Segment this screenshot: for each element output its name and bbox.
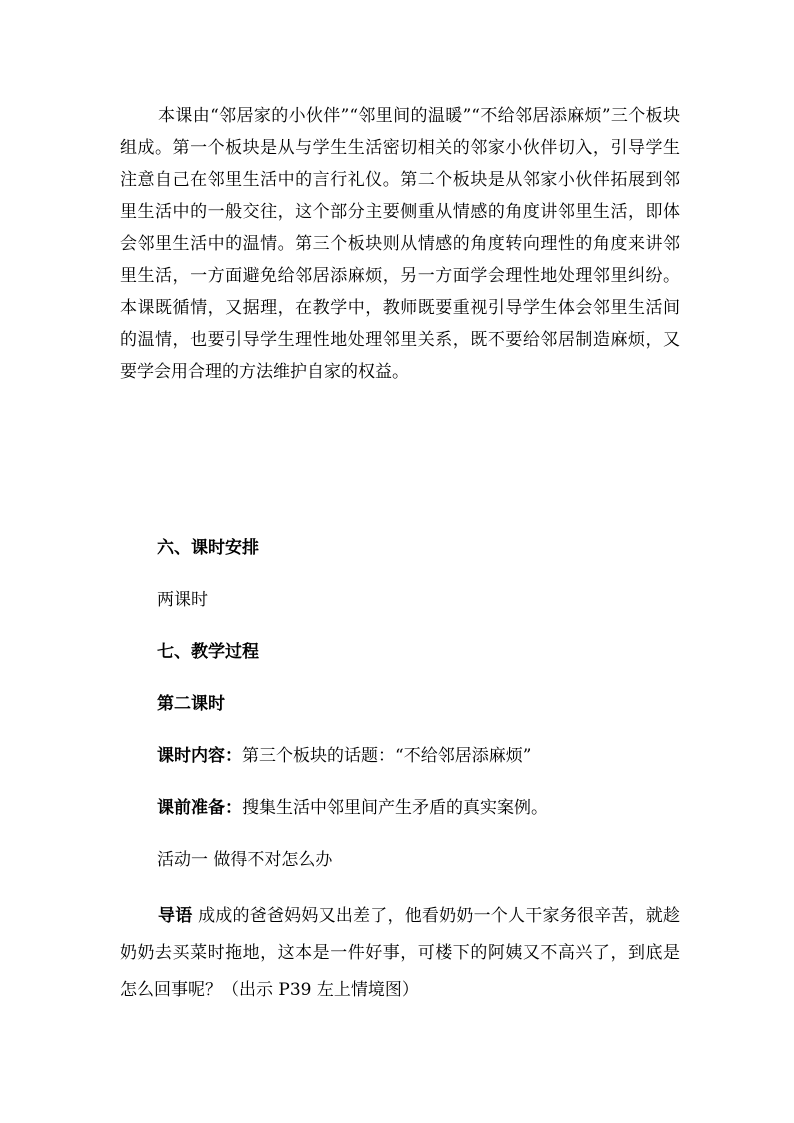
guide-label: 导语	[158, 906, 193, 926]
section7-heading: 七、教学过程	[157, 642, 259, 662]
lesson-prep-line	[157, 796, 548, 820]
section6-content: 两课时	[157, 590, 208, 610]
section6-heading: 六、课时安排	[157, 538, 259, 558]
lesson-content-line	[157, 744, 531, 768]
guide-paragraph	[120, 898, 680, 1009]
lesson-title: 第二课时	[157, 694, 225, 714]
lesson-prep-text: 搜集生活中邻里间产生矛盾的真实案例。	[242, 798, 548, 818]
guide-text: 成成的爸爸妈妈又出差了，他看奶奶一个人干家务很辛苦，就趁奶奶去买菜时拖地，这本是一件好事，可楼下的阿姨又不高兴了，到底是怎么回事呢？（出示 P39 左上情境图）	[120, 906, 681, 1000]
activity-title: 活动一 做得不对怎么办	[157, 850, 333, 870]
lesson-content-label: 课时内容：	[157, 746, 242, 766]
lesson-content-text: 第三个板块的话题：“不给邻居添麻烦”	[242, 746, 532, 766]
lesson-prep-label: 课前准备：	[157, 798, 242, 818]
intro-paragraph: 本课由“邻居家的小伙伴”“邻里间的温暖”“不给邻居添麻烦”三个板块组成。第一个板块是从与学生生活密切相关的邻家小伙伴切入，引导学生注意自己在邻里生活中的言行礼仪。第二个板块是从邻家小伙伴拓展到邻里生活中的一般交往，这个部分主要侧重从情感的角度讲邻里生活，即体会邻里生活中的温情。第三个板块则从情感的角度转向理性的角度来讲邻里生活，一方面避免给邻居添麻烦，另一方面学会理性地处理邻里纠纷。本课既循情，又据理，在教学中，教师既要重视引导学生体会邻里生活间的温情，也要引导学生理性地处理邻里关系，既不要给邻居制造麻烦，又要学会用合理的方法维护自家的权益。	[120, 106, 680, 382]
